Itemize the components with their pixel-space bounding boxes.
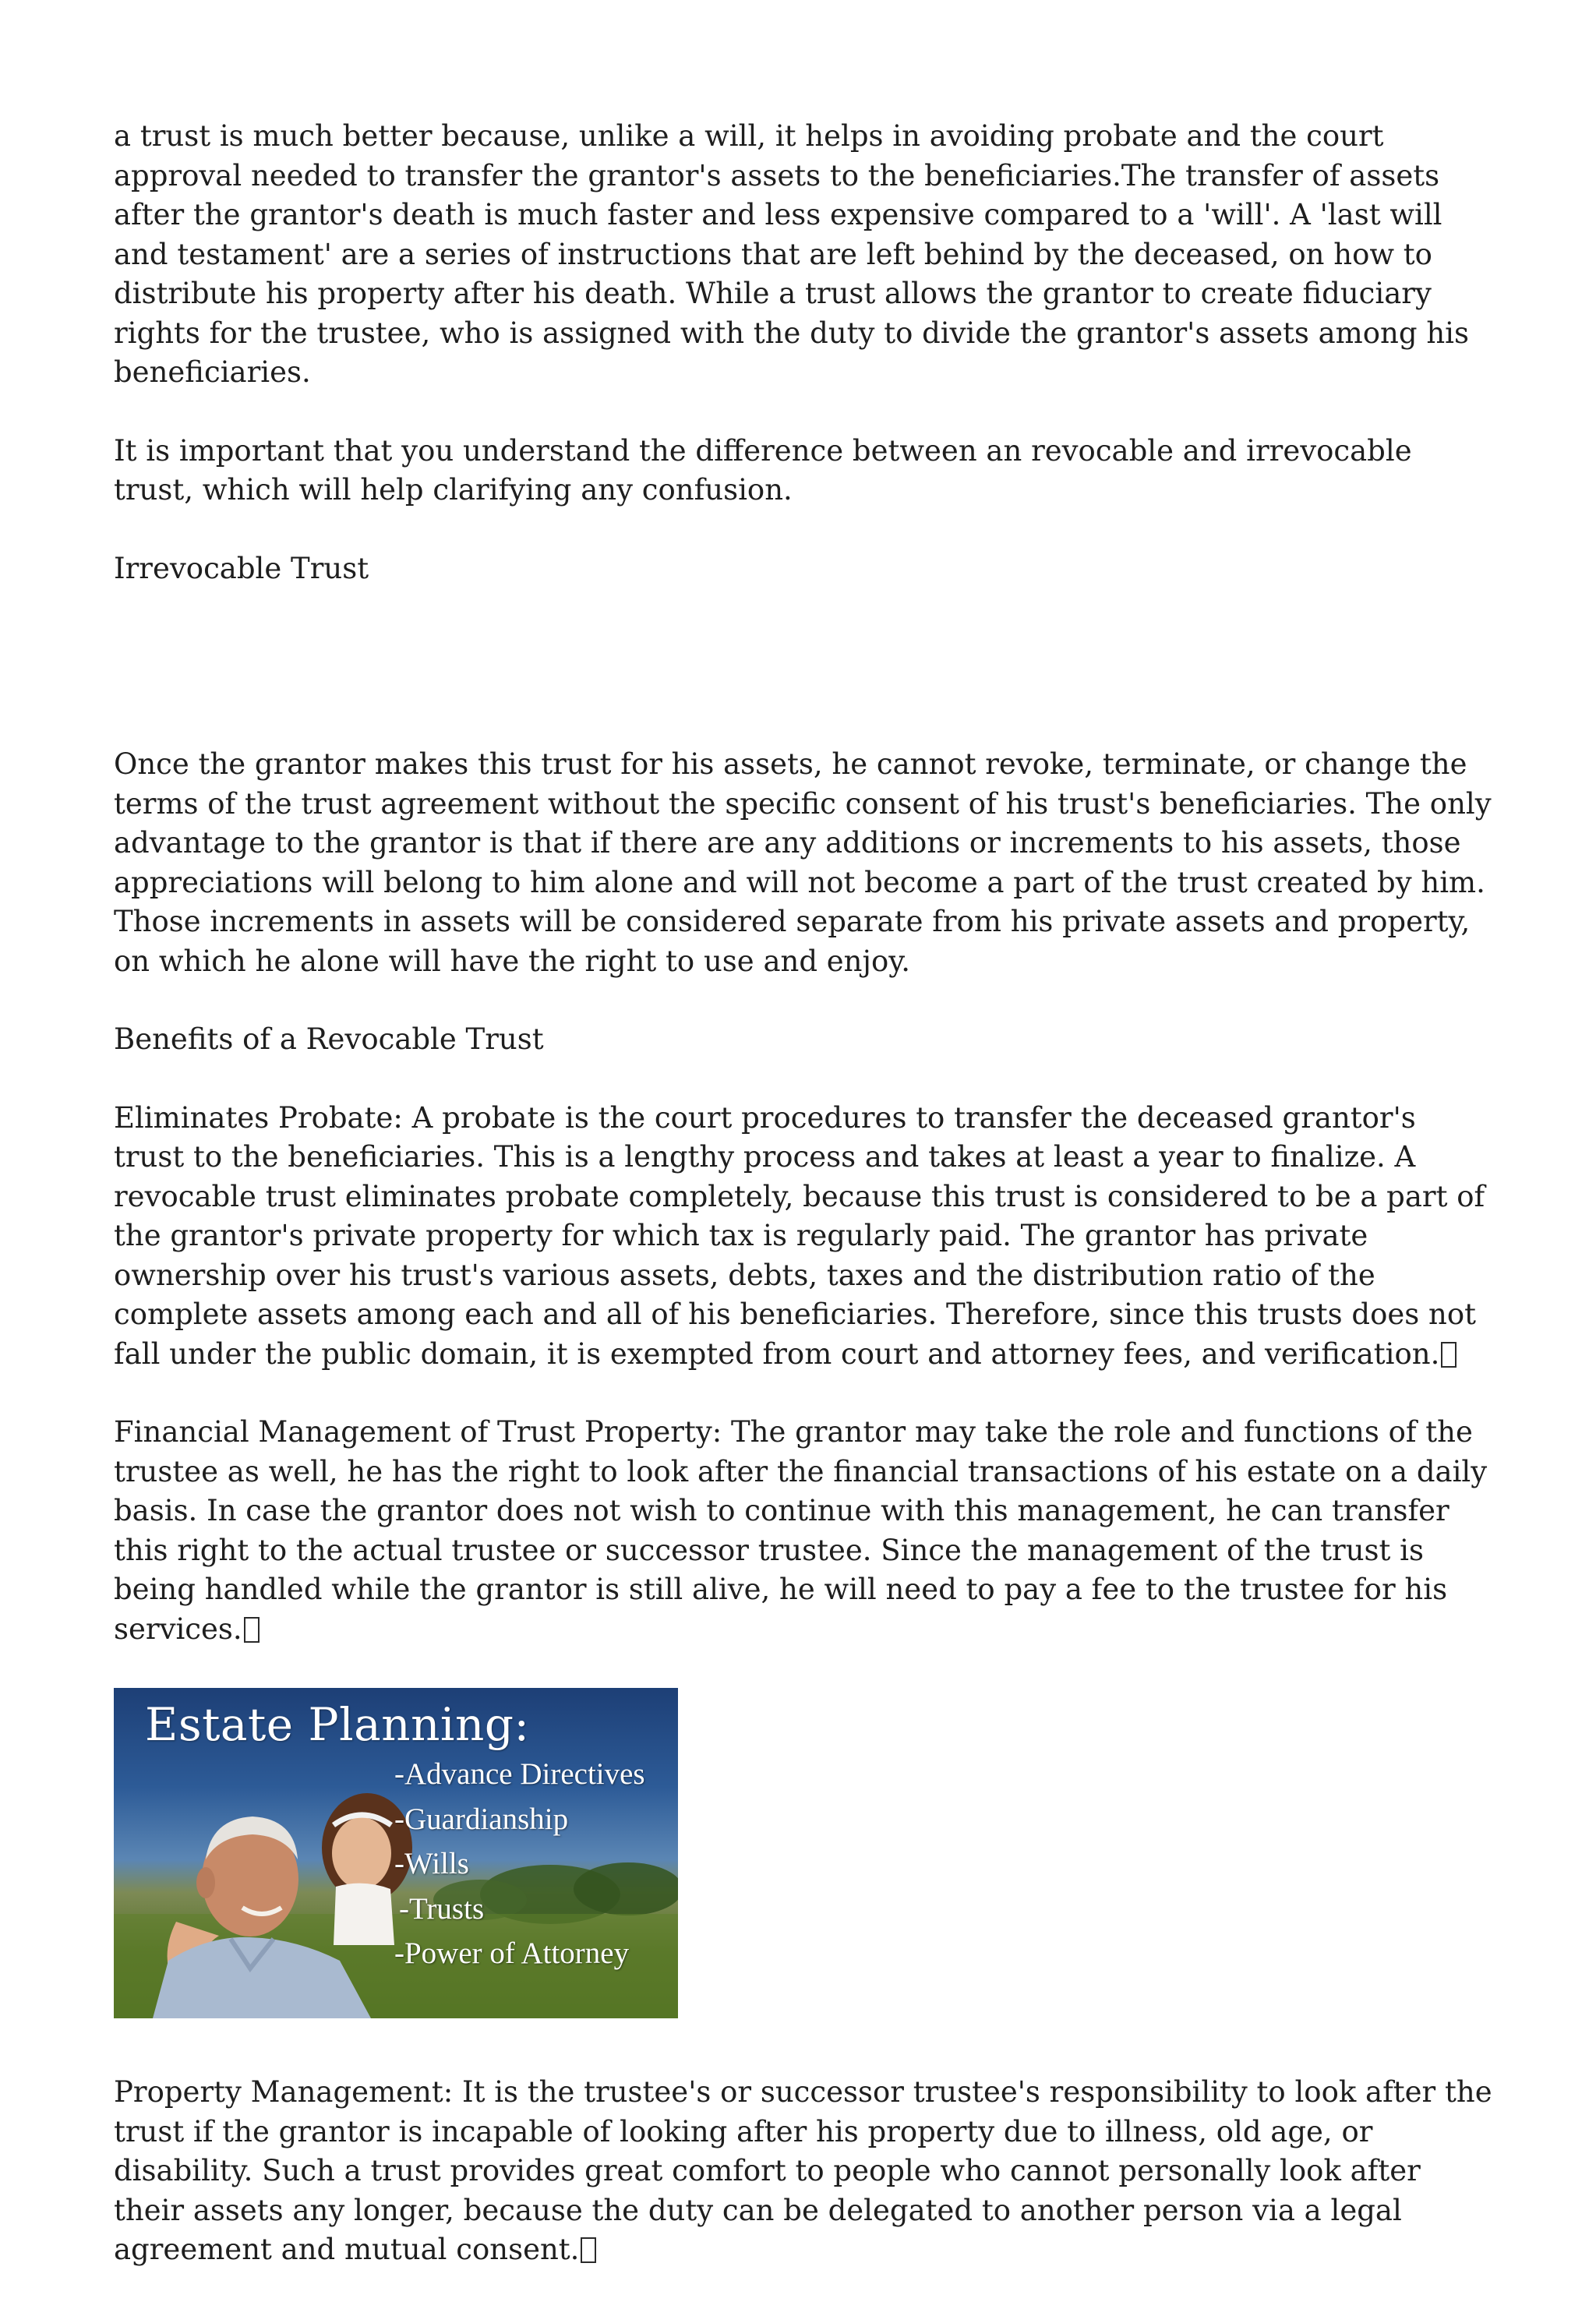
heading-benefits-revocable-trust <box>114 1020 1493 1060</box>
paragraph-irrevocable-details <box>114 745 1493 981</box>
heading-irrevocable-trust <box>114 549 1493 589</box>
paragraph-trust-vs-will <box>114 117 1493 393</box>
image-topic-item: -Trusts <box>399 1891 485 1926</box>
document-page <box>114 117 1493 2309</box>
image-topic-item: -Wills <box>394 1847 469 1880</box>
paragraph-text: Once the grantor makes this trust for his assets, he cannot revoke, terminate, or change the terms of the trust agreement without the specific consent of his trust's beneficiaries. The only advantage to the grantor is that if there are any additions or increments to his assets, those appreciations will belong to him alone and will not become a part of the trust created by him. Those increments in assets will be considered separate from his private assets and property, on which he alone will have the right to use and enjoy. <box>114 747 1492 978</box>
paragraph-text: a trust is much better because, unlike a will, it helps in avoiding probate and the court approval needed to transfer the grantor's assets to the beneficiaries.The transfer of assets after the grantor's death is much faster and less expensive compared to a 'will'. A 'last will and testament' are a series of instructions that are left behind by the deceased, on how to distribute his property after his death. While a trust allows the grantor to create fiduciary rights for the trustee, who is assigned with the duty to divide the grantor's assets among his beneficiaries. <box>114 119 1469 389</box>
image-topic-item: -Power of Attorney <box>394 1937 630 1970</box>
paragraph-text: It is important that you understand the difference between an revocable and irrevocable trust, which will help clarifying any confusion. <box>114 433 1412 507</box>
paragraph-text: Property Management: It is the trustee's or successor trustee's responsibility to look after the trust if the grantor is incapable of looking after his property due to illness, old age, or disability. Such a trust provides great comfort to people who cannot personally look after their assets any longer, because the duty can be delegated to another person via a legal agreement and mutual consent. <box>114 2075 1492 2266</box>
image-topic-list <box>394 1752 645 1976</box>
image-title: Estate Planning: <box>145 1698 530 1751</box>
estate-planning-image <box>114 1688 678 2018</box>
image-topic-item: -Advance Directives <box>394 1757 645 1791</box>
paragraph-eliminates-probate <box>114 1099 1493 1375</box>
paragraph-text: Financial Management of Trust Property: The grantor may take the role and functions of the trustee as well, he has the right to look after the financial transactions of his estate on a daily basis. In case the grantor does not wish to continue with this management, he can transfer this right to the actual trustee or successor trustee. Since the management of the trust is being handled while the grantor is still alive, he will need to pay a fee to the trustee for his services. <box>114 1415 1488 1646</box>
paragraph-text: Eliminates Probate: A probate is the court procedures to transfer the deceased grantor's trust to the beneficiaries. This is a lengthy process and takes at least a year to finalize. A revocable trust eliminates probate completely, because this trust is considered to be a part of the grantor's private property for which tax is regularly paid. The grantor has private ownership over his trust's various assets, debts, taxes and the distribution ratio of the complete assets among each and all of his beneficiaries. Therefore, since this trusts does not fall under the public domain, it is exempted from court and attorney fees, and verification. <box>114 1100 1485 1371</box>
paragraph-property-management <box>114 2073 1493 2270</box>
heading-text: Irrevocable Trust <box>114 551 369 585</box>
heading-text: Benefits of a Revocable Trust <box>114 1022 544 1056</box>
blank-space <box>114 627 1493 745</box>
missing-glyph-box-icon <box>581 2237 596 2263</box>
missing-glyph-box-icon <box>1441 1342 1457 1368</box>
paragraph-revocable-vs-irrevocable <box>114 432 1493 510</box>
paragraph-financial-management <box>114 1413 1493 1649</box>
image-topic-item: -Guardianship <box>394 1802 569 1836</box>
missing-glyph-box-icon <box>244 1617 260 1643</box>
